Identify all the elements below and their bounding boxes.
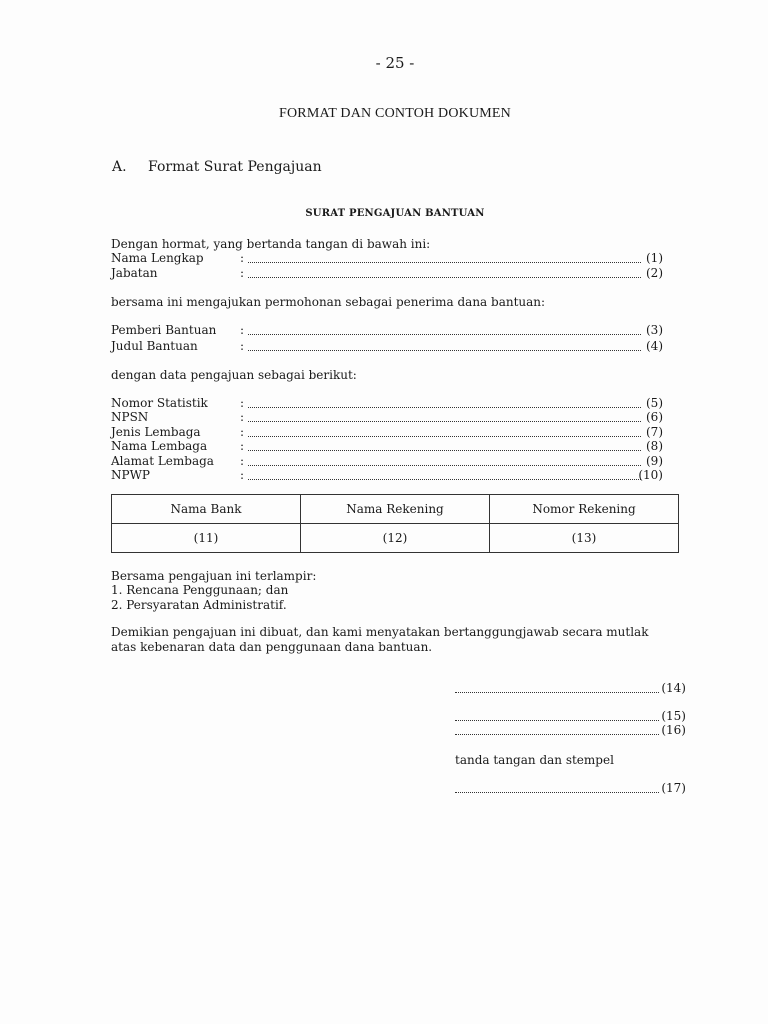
fill-line [455, 692, 659, 693]
field-colon: : [240, 425, 245, 439]
field-colon: : [240, 323, 245, 337]
attachment-item: 2. Persyaratan Administratif. [111, 598, 287, 612]
field-row-npwp [111, 468, 663, 482]
table-header-cell: Nama Rekening [301, 495, 490, 524]
field-number: (16) [661, 723, 686, 737]
field-colon: : [240, 339, 245, 353]
field-number: (14) [661, 681, 686, 695]
form-title: SURAT PENGAJUAN BANTUAN [305, 208, 485, 219]
field-number: (3) [646, 323, 663, 337]
field-row-jenis-lembaga [111, 425, 663, 439]
field-label: Nama Lengkap [111, 251, 204, 265]
fill-line [455, 734, 659, 735]
field-row-nama-lengkap [111, 251, 663, 265]
attachment-item: 1. Rencana Penggunaan; dan [111, 583, 289, 597]
field-colon: : [240, 251, 245, 265]
field-number: (5) [646, 396, 663, 410]
table-row [112, 524, 679, 553]
field-label: NPSN [111, 410, 149, 424]
field-colon: : [240, 410, 245, 424]
field-row-judul-bantuan [111, 339, 663, 353]
field-label: Alamat Lembaga [111, 454, 214, 468]
field-number: (2) [646, 266, 663, 280]
field-row-nama-lembaga [111, 439, 663, 453]
fill-line [248, 350, 641, 351]
fill-line [248, 465, 641, 466]
field-number: (7) [646, 425, 663, 439]
field-number: (1) [646, 251, 663, 265]
field-row-nomor-statistik [111, 396, 663, 410]
fill-line [248, 407, 641, 408]
field-row-npsn [111, 410, 663, 424]
fill-line [248, 334, 641, 335]
fill-line [248, 421, 641, 422]
field-row-jabatan [111, 266, 663, 280]
field-colon: : [240, 454, 245, 468]
signature-institution-line [455, 723, 686, 737]
fill-line [248, 262, 641, 263]
field-label: Nomor Statistik [111, 396, 208, 410]
closing-line: Demikian pengajuan ini dibuat, dan kami menyatakan bertanggungjawab secara mutlak [111, 625, 649, 639]
field-number: (4) [646, 339, 663, 353]
document-title: FORMAT DAN CONTOH DOKUMEN [278, 106, 511, 121]
field-label: Jabatan [111, 266, 158, 280]
field-row-pemberi-bantuan [111, 323, 663, 337]
closing-line: atas kebenaran data dan penggunaan dana bantuan. [111, 640, 433, 654]
signature-label: tanda tangan dan stempel [455, 753, 614, 767]
field-number: (8) [646, 439, 663, 453]
section-letter: A. [112, 159, 127, 175]
field-label: Nama Lembaga [111, 439, 208, 453]
section-title: Format Surat Pengajuan [148, 159, 322, 175]
table-cell: (11) [112, 524, 301, 553]
page-number: - 25 - [375, 54, 415, 72]
attachments-intro: Bersama pengajuan ini terlampir: [111, 569, 317, 583]
field-colon: : [240, 266, 245, 280]
fill-line [248, 479, 641, 480]
fill-line [248, 277, 641, 278]
table-header-cell: Nama Bank [112, 495, 301, 524]
field-number: (17) [661, 781, 686, 795]
table-cell: (13) [490, 524, 679, 553]
table-header-cell: Nomor Rekening [490, 495, 679, 524]
field-label: Pemberi Bantuan [111, 323, 217, 337]
field-colon: : [240, 439, 245, 453]
field-colon: : [240, 396, 245, 410]
field-label: Jenis Lembaga [111, 425, 201, 439]
data-intro-text: dengan data pengajuan sebagai berikut: [111, 368, 357, 382]
fill-line [248, 450, 641, 451]
fill-line [248, 436, 641, 437]
field-colon: : [240, 468, 245, 482]
signature-position-line [455, 709, 686, 723]
field-number: (6) [646, 410, 663, 424]
field-number: (10) [638, 468, 663, 482]
field-number: (15) [661, 709, 686, 723]
fill-line [455, 792, 659, 793]
intro-text: Dengan hormat, yang bertanda tangan di bawah ini: [111, 237, 431, 251]
submission-text: bersama ini mengajukan permohonan sebagai penerima dana bantuan: [111, 295, 546, 309]
fill-line [455, 720, 659, 721]
bank-account-table [111, 494, 679, 553]
field-number: (9) [646, 454, 663, 468]
table-cell: (12) [301, 524, 490, 553]
field-label: NPWP [111, 468, 150, 482]
signature-name-line [455, 781, 686, 795]
field-row-alamat-lembaga [111, 454, 663, 468]
signature-place-date-line [455, 681, 686, 695]
table-header-row [112, 495, 679, 524]
field-label: Judul Bantuan [111, 339, 198, 353]
